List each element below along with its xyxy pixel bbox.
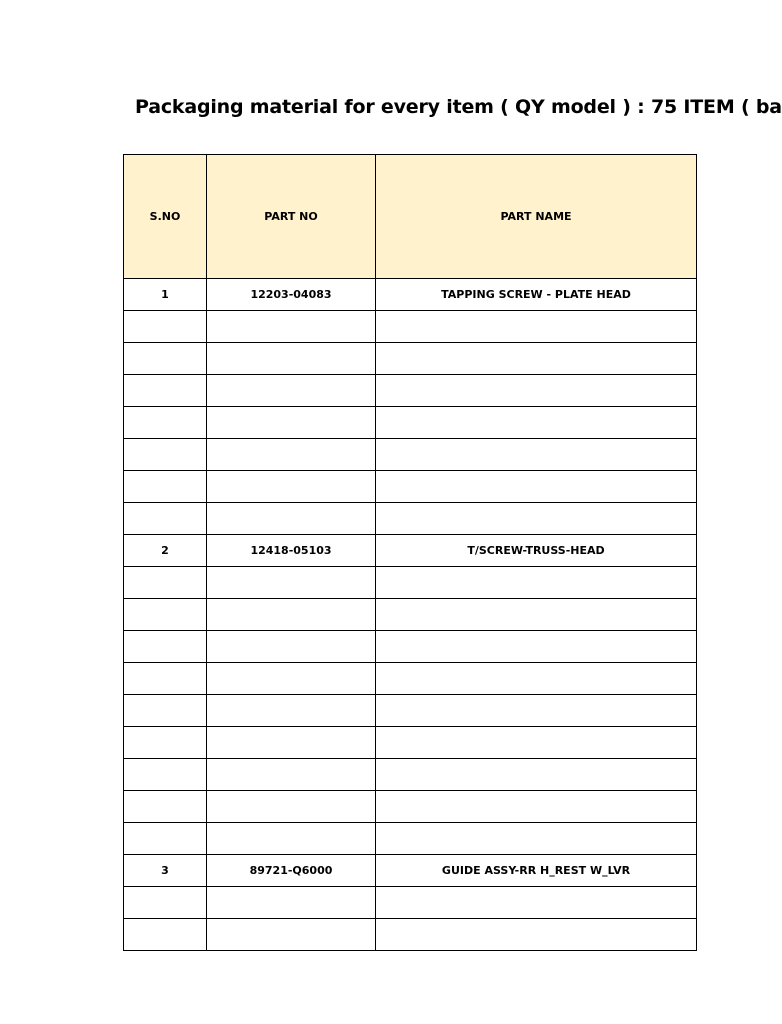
cell-part-name bbox=[376, 503, 697, 535]
table-row bbox=[124, 855, 697, 887]
cell-part-no: 12203-04083 bbox=[207, 279, 376, 311]
cell-part-no bbox=[207, 503, 376, 535]
cell-sno bbox=[124, 663, 207, 695]
cell-sno bbox=[124, 759, 207, 791]
cell-part-no: 12418-05103 bbox=[207, 535, 376, 567]
column-header-sno: S.NO bbox=[124, 155, 207, 279]
cell-part-name bbox=[376, 375, 697, 407]
cell-part-no bbox=[207, 599, 376, 631]
cell-part-name bbox=[376, 727, 697, 759]
cell-part-name: T/SCREW-TRUSS-HEAD bbox=[376, 535, 697, 567]
table-row bbox=[124, 407, 697, 439]
table-row bbox=[124, 727, 697, 759]
cell-part-name bbox=[376, 695, 697, 727]
column-header-part-no: PART NO bbox=[207, 155, 376, 279]
table-row bbox=[124, 311, 697, 343]
table-row bbox=[124, 375, 697, 407]
cell-sno bbox=[124, 887, 207, 919]
cell-part-no bbox=[207, 311, 376, 343]
table-row bbox=[124, 503, 697, 535]
cell-sno bbox=[124, 727, 207, 759]
cell-part-name bbox=[376, 919, 697, 951]
table-row bbox=[124, 919, 697, 951]
table-row bbox=[124, 695, 697, 727]
cell-part-name bbox=[376, 823, 697, 855]
table-row bbox=[124, 823, 697, 855]
cell-part-name bbox=[376, 567, 697, 599]
column-header-part-name: PART NAME bbox=[376, 155, 697, 279]
cell-part-no bbox=[207, 759, 376, 791]
cell-sno bbox=[124, 503, 207, 535]
cell-part-no bbox=[207, 375, 376, 407]
cell-part-no bbox=[207, 887, 376, 919]
cell-part-no bbox=[207, 823, 376, 855]
cell-part-no bbox=[207, 663, 376, 695]
cell-sno: 1 bbox=[124, 279, 207, 311]
cell-part-name bbox=[376, 631, 697, 663]
table-row bbox=[124, 631, 697, 663]
cell-sno bbox=[124, 695, 207, 727]
cell-sno: 2 bbox=[124, 535, 207, 567]
cell-part-name bbox=[376, 439, 697, 471]
cell-sno bbox=[124, 599, 207, 631]
cell-part-name bbox=[376, 343, 697, 375]
cell-sno bbox=[124, 439, 207, 471]
table-row bbox=[124, 343, 697, 375]
cell-part-name: TAPPING SCREW - PLATE HEAD bbox=[376, 279, 697, 311]
cell-part-no bbox=[207, 695, 376, 727]
table-row bbox=[124, 887, 697, 919]
table-row bbox=[124, 279, 697, 311]
table-row bbox=[124, 663, 697, 695]
cell-part-no bbox=[207, 727, 376, 759]
cell-part-no bbox=[207, 407, 376, 439]
cell-part-name bbox=[376, 599, 697, 631]
cell-part-no: 89721-Q6000 bbox=[207, 855, 376, 887]
cell-part-no bbox=[207, 567, 376, 599]
cell-sno bbox=[124, 471, 207, 503]
table-row bbox=[124, 599, 697, 631]
cell-sno bbox=[124, 375, 207, 407]
cell-sno bbox=[124, 919, 207, 951]
cell-part-name bbox=[376, 663, 697, 695]
cell-part-no bbox=[207, 343, 376, 375]
cell-sno bbox=[124, 567, 207, 599]
cell-part-name bbox=[376, 887, 697, 919]
header-row bbox=[124, 155, 697, 279]
cell-sno bbox=[124, 823, 207, 855]
cell-part-no bbox=[207, 791, 376, 823]
cell-sno bbox=[124, 407, 207, 439]
table-row bbox=[124, 791, 697, 823]
table-row bbox=[124, 471, 697, 503]
page-title: Packaging material for every item ( QY model ) : 75 ITEM ( ba bbox=[135, 96, 782, 118]
cell-part-no bbox=[207, 471, 376, 503]
cell-sno bbox=[124, 631, 207, 663]
table-body bbox=[124, 279, 697, 951]
table-row bbox=[124, 535, 697, 567]
cell-sno bbox=[124, 311, 207, 343]
cell-part-name bbox=[376, 311, 697, 343]
cell-part-name bbox=[376, 471, 697, 503]
cell-sno bbox=[124, 343, 207, 375]
cell-sno bbox=[124, 791, 207, 823]
cell-part-name bbox=[376, 759, 697, 791]
cell-part-no bbox=[207, 439, 376, 471]
cell-part-name bbox=[376, 791, 697, 823]
cell-part-no bbox=[207, 631, 376, 663]
table-row bbox=[124, 439, 697, 471]
cell-part-name bbox=[376, 407, 697, 439]
table-row bbox=[124, 759, 697, 791]
cell-sno: 3 bbox=[124, 855, 207, 887]
table-row bbox=[124, 567, 697, 599]
cell-part-no bbox=[207, 919, 376, 951]
cell-part-name: GUIDE ASSY-RR H_REST W_LVR bbox=[376, 855, 697, 887]
parts-table bbox=[123, 154, 697, 951]
